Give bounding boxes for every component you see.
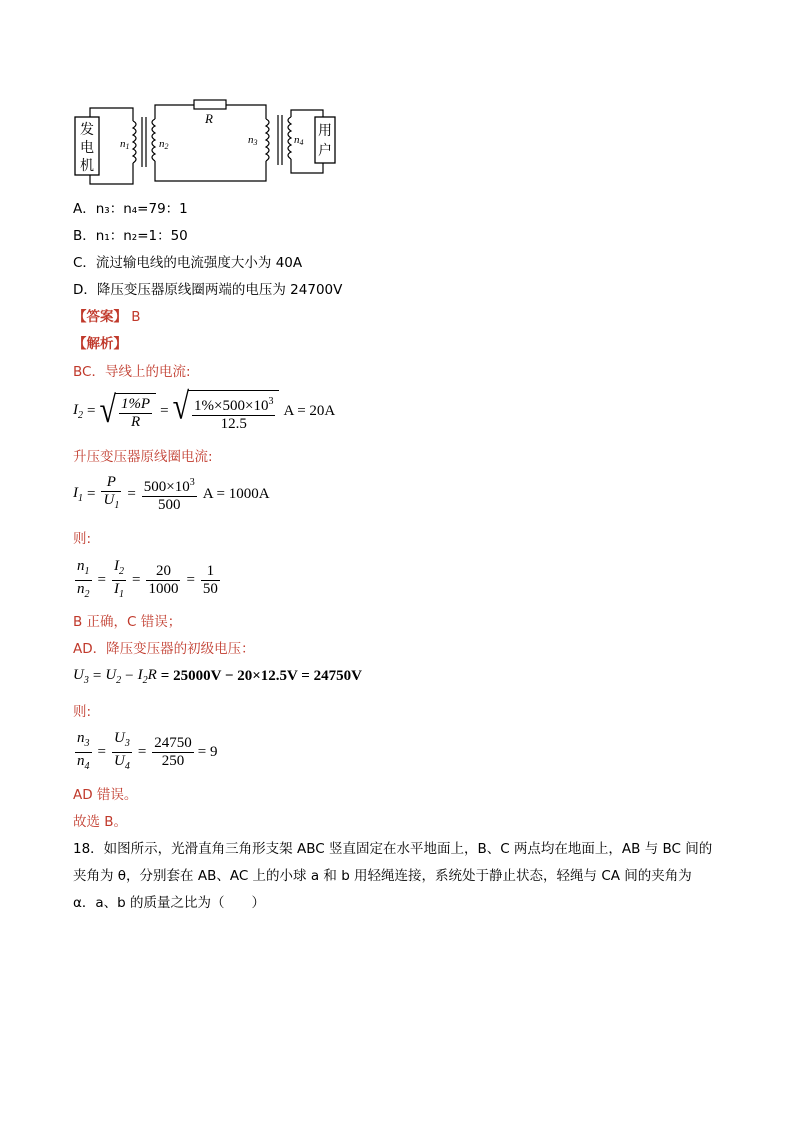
eq1-result: A = 20A (283, 403, 336, 419)
eq1-den1: R (119, 413, 152, 431)
coil-n2 (152, 119, 155, 161)
coil-n4 (288, 117, 291, 159)
analysis-label: 【解析】 (73, 336, 127, 352)
wire-line-bottom (155, 161, 266, 181)
ad-intro: AD．降压变压器的初级电压： (73, 641, 255, 657)
equation-n3-n4: $\frac{n_3}{n_4}$ = $\frac{U_3}{U_4}$ = $\frac{24750}{250}$ = 9 (73, 730, 218, 775)
equation-i1: $I_1$ = $\frac{P}{U_1}$ = $\frac{500\times 10^3}{500}$ A = 1000A (73, 474, 270, 513)
coil-n1 (133, 121, 136, 163)
wire-user-top (291, 110, 323, 117)
wire-gen-bottom (90, 163, 133, 184)
eq3-r-den: 50 (202, 581, 218, 597)
answer-value: B (131, 309, 141, 325)
eq1-den2: 12.5 (192, 415, 275, 433)
user-char-2: 户 (318, 143, 332, 159)
equation-i2: $I_2$ = √ $\frac{1\%P}{R}$ = √ $\frac{1\%\times 500\times 10^3}{12.5}$ A = 20A (73, 385, 336, 432)
eq1-sqrt1: √ $\frac{1\%P}{R}$ (99, 393, 156, 431)
then-1: 则: (73, 531, 92, 547)
coil-n3 (266, 119, 269, 161)
eq2-num1: P (106, 474, 116, 490)
equation-u3: $U_3$ = $U_2$ − $I_2R$ = 25000V − 20×12.5V = 24750V (73, 667, 362, 686)
wire-line-top-left (155, 105, 194, 119)
bc-intro: BC．导线上的电流: (73, 364, 191, 380)
eq2-den1: $U_1$ (101, 491, 121, 514)
final-answer: 故选 B。 (73, 814, 128, 830)
eq2-den2: 500 (142, 496, 197, 514)
label-R: R (205, 111, 213, 126)
transformer-circuit-diagram (70, 95, 340, 190)
label-n2: n2 (159, 138, 169, 151)
wire-line-top-right (226, 105, 266, 119)
step-up-intro: 升压变压器原线圈电流: (73, 449, 213, 465)
eq1-num2: $1\%\times 500\times 10^3$ (194, 396, 274, 414)
bc-conclusion: B 正确，C 错误； (73, 614, 182, 630)
answer-line (73, 307, 141, 327)
eq1-num1: 1%P (120, 395, 151, 412)
then-2: 则: (73, 704, 92, 720)
resistor-R (194, 100, 226, 109)
generator-char-2: 电 (80, 140, 94, 156)
q18-line-3: α．a、b 的质量之比为（ ） (73, 895, 266, 911)
q18-line-2: 夹角为 θ，分别套在 AB、AC 上的小球 a 和 b 用轻绳连接，系统处于静止状态，轻绳与 CA 间的夹角为 (73, 868, 692, 884)
option-c: C．流过输电线的电流强度大小为 40A (73, 255, 303, 271)
equation-n1-n2: $\frac{n_1}{n_2}$ = $\frac{I_2}{I_1}$ = $\frac{20}{1000}$ = $\frac{1}{50}$ (73, 558, 222, 603)
eq2-result: A = 1000A (202, 485, 270, 502)
eq3-n-den: $n_2$ (75, 580, 92, 603)
eq2-lhs: $I_1$ (73, 484, 83, 504)
eq3-v-num: 20 (155, 563, 171, 579)
option-a: A．n₃：n₄=79：1 (73, 201, 188, 217)
eq3-i-num: $I_2$ (113, 558, 124, 577)
generator-char-1: 发 (80, 122, 94, 138)
eq1-lhs: $I_2$ (73, 402, 83, 421)
eq2-num2: $500\times 10^3$ (143, 477, 195, 495)
q18-line-1: 18．如图所示，光滑直角三角形支架 ABC 竖直固定在水平地面上，B、C 两点均在地面上，AB 与 BC 间的 (73, 841, 713, 857)
user-char-1: 用 (318, 123, 332, 139)
option-b: B．n₁：n₂=1：50 (73, 228, 188, 244)
eq3-i-den: $I_1$ (112, 580, 126, 603)
eq3-n-num: $n_1$ (77, 558, 90, 577)
eq3-r-num: 1 (206, 563, 215, 579)
eq3-v-den: 1000 (148, 581, 179, 597)
ad-conclusion: AD 错误。 (73, 787, 138, 803)
eq1-sqrt2: √ $\frac{1\%\times 500\times 10^3}{12.5}$ (173, 390, 280, 433)
eq4-rhs: = 25000V − 20×12.5V = 24750V (160, 668, 362, 684)
generator-char-3: 机 (80, 158, 94, 174)
answer-label: 【答案】 (73, 309, 127, 325)
label-n1: n1 (120, 138, 130, 151)
eq5-result: = 9 (197, 744, 218, 760)
wire-gen-top (90, 108, 133, 121)
label-n3: n3 (248, 134, 258, 147)
option-d: D．降压变压器原线圈两端的电压为 24700V (73, 282, 343, 298)
label-n4: n4 (294, 134, 304, 147)
